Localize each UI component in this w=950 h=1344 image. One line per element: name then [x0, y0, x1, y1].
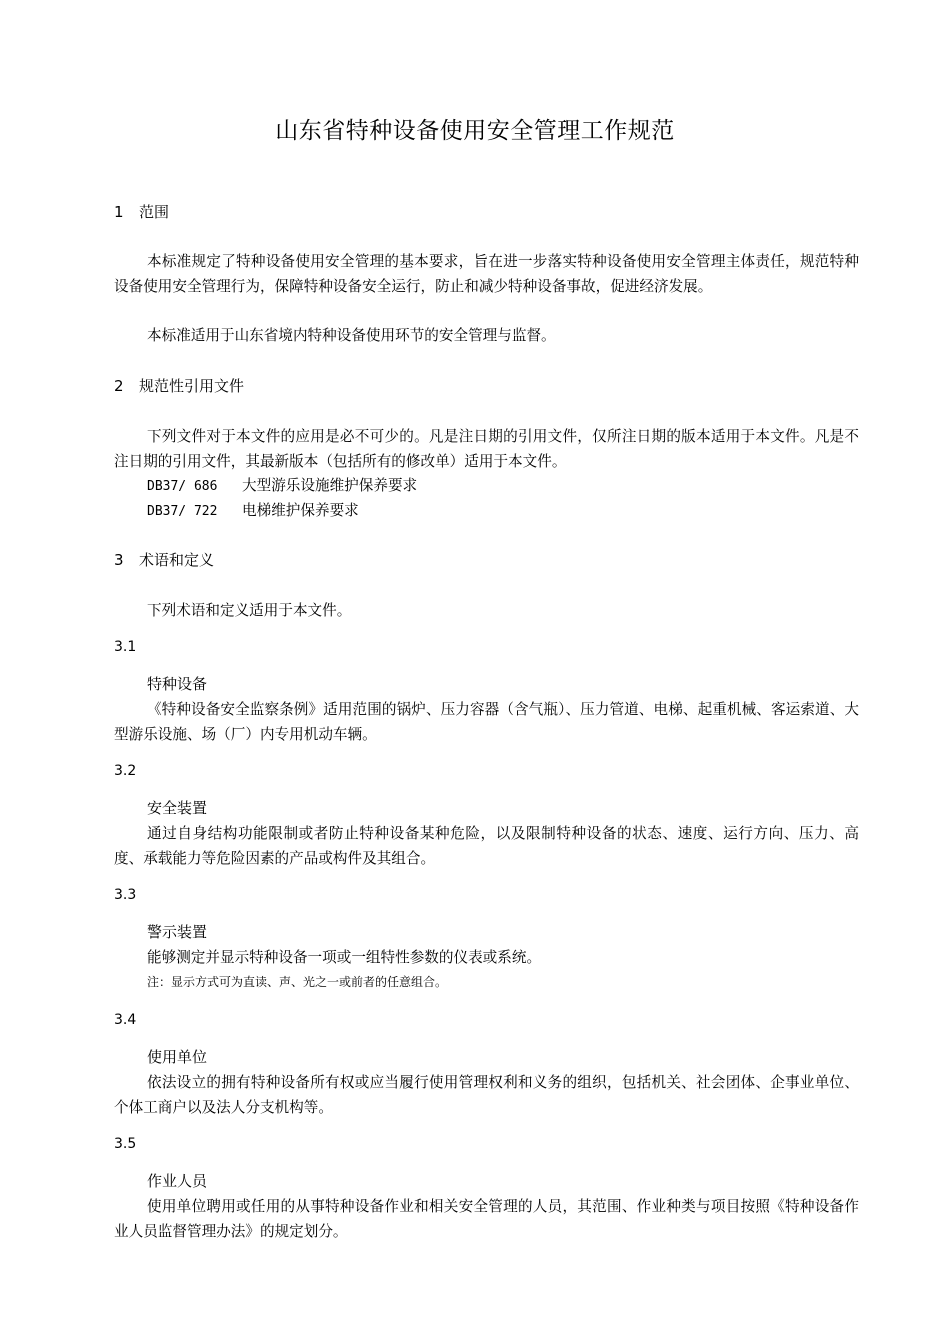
document-title: 山东省特种设备使用安全管理工作规范	[275, 118, 675, 144]
section-heading-terms	[114, 549, 214, 571]
term-name: 作业人员	[147, 1172, 208, 1190]
term-number: 3.1	[114, 639, 137, 655]
term-name: 安全装置	[147, 799, 208, 817]
reference-title: 电梯维护保养要求	[242, 502, 359, 519]
term-definition: 使用单位聘用或任用的从事特种设备作业和相关安全管理的人员，其范围、作业种类与项目按照《特种设备作业人员监督管理办法》的规定划分。	[114, 1198, 859, 1240]
reference-item	[147, 498, 359, 524]
scope-paragraph-1: 本标准规定了特种设备使用安全管理的基本要求，旨在进一步落实特种设备使用安全管理主体责任，规范特种设备使用安全管理行为，保障特种设备安全运行，防止和减少特种设备事故，促进经济发展。	[114, 253, 859, 295]
term-definition: 《特种设备安全监察条例》适用范围的锅炉、压力容器（含气瓶）、压力管道、电梯、起重机械、客运索道、大型游乐设施、场（厂）内专用机动车辆。	[114, 701, 859, 743]
section-number: 3	[114, 551, 124, 569]
section-heading-scope	[114, 201, 169, 223]
term-definition: 依法设立的拥有特种设备所有权或应当履行使用管理权利和义务的组织，包括机关、社会团体、企事业单位、个体工商户以及法人分支机构等。	[114, 1074, 859, 1116]
term-note: 注：显示方式可为直读、声、光之一或前者的任意组合。	[147, 975, 448, 989]
section-title: 范围	[139, 203, 170, 221]
reference-code: DB37/ 686	[147, 479, 218, 494]
term-name: 使用单位	[147, 1048, 208, 1066]
term-name: 警示装置	[147, 923, 208, 941]
section-number: 2	[114, 377, 124, 395]
term-definition: 能够测定并显示特种设备一项或一组特性参数的仪表或系统。	[147, 949, 542, 966]
scope-paragraph-2: 本标准适用于山东省境内特种设备使用环节的安全管理与监督。	[147, 327, 556, 344]
term-definition: 通过自身结构功能限制或者防止特种设备某种危险，以及限制特种设备的状态、速度、运行方向、压力、高度、承载能力等危险因素的产品或构件及其组合。	[114, 825, 859, 867]
section-number: 1	[114, 203, 124, 221]
section-heading-references	[114, 375, 244, 397]
terms-intro: 下列术语和定义适用于本文件。	[147, 602, 352, 619]
term-name: 特种设备	[147, 675, 208, 693]
reference-code: DB37/ 722	[147, 504, 218, 519]
reference-title: 大型游乐设施维护保养要求	[242, 477, 418, 494]
term-number: 3.3	[114, 887, 137, 903]
term-number: 3.5	[114, 1136, 137, 1152]
references-paragraph: 下列文件对于本文件的应用是必不可少的。凡是注日期的引用文件，仅所注日期的版本适用于本文件。凡是不注日期的引用文件，其最新版本（包括所有的修改单）适用于本文件。	[114, 428, 859, 470]
term-number: 3.4	[114, 1012, 137, 1028]
reference-item	[147, 473, 417, 499]
term-number: 3.2	[114, 763, 137, 779]
section-title: 术语和定义	[139, 551, 215, 569]
section-title: 规范性引用文件	[139, 377, 245, 395]
